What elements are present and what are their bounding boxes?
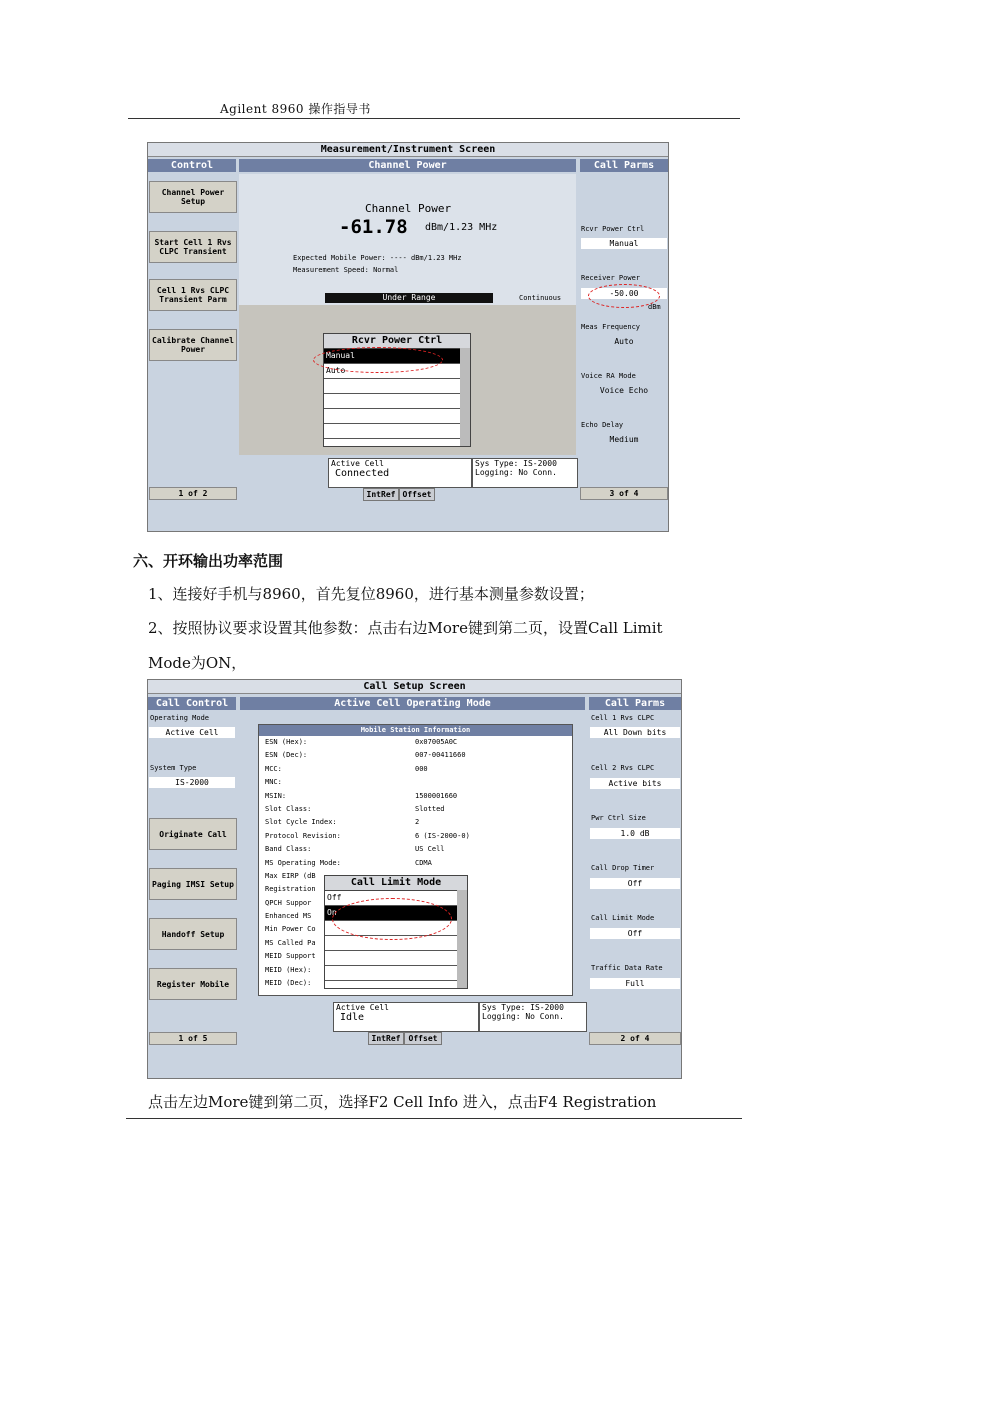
system-status [472, 458, 578, 488]
meas-unit: dBm/1.23 MHz [425, 222, 498, 233]
highlight-annotation [313, 347, 443, 373]
call-control-bar: Call Control [148, 697, 236, 710]
info-row-label: MNC: [265, 778, 282, 787]
info-row-label: MEID (Dec): [265, 979, 312, 988]
info-row-value: 007-00411660 [415, 751, 466, 760]
system-type-value[interactable]: IS-2000 [149, 777, 235, 788]
meas-label: Channel Power [365, 202, 452, 215]
param-value[interactable]: Off [590, 928, 680, 939]
popup-option-auto[interactable]: Auto [324, 364, 460, 379]
info-row-value: 0x07005A0C [415, 738, 458, 746]
page-indicator-right: 2 of 4 [589, 1032, 681, 1045]
screen-title: Measurement/Instrument Screen [148, 143, 668, 157]
operating-mode-value[interactable]: Active Cell [149, 727, 235, 738]
paragraph-2b: Mode为ON， [148, 654, 247, 672]
popup-scrollbar[interactable] [460, 348, 470, 446]
call-parms-bar: Call Parms [589, 697, 681, 710]
info-row-label: MS Called Pa [265, 938, 316, 947]
param-label: Rcvr Power Ctrl [581, 225, 645, 233]
info-row-label: Min Power Co [265, 925, 316, 934]
continuous-label: Continuous [519, 294, 562, 302]
param-label: Call Drop Timer [591, 864, 655, 872]
info-row-label: MEID (Hex): [265, 965, 312, 974]
paragraph-2a: 2、按照协议要求设置其他参数：点击右边More键到第二页，设置Call Limit [148, 619, 663, 637]
info-row [259, 843, 572, 856]
popup-option-empty [325, 951, 457, 966]
param-value[interactable]: Auto [614, 337, 634, 346]
info-row-label: MS Operating Mode: [265, 858, 341, 867]
system-status [479, 1002, 587, 1032]
status-sys-type: Sys Type: IS-2000 [475, 459, 557, 468]
info-row [259, 776, 572, 789]
active-cell-status [333, 1002, 479, 1032]
under-range-indicator: Under Range [325, 293, 493, 303]
param-label: Call Limit Mode [591, 914, 655, 922]
info-row-value: 1500001660 [415, 791, 458, 800]
status-state: Idle [340, 1012, 365, 1023]
popup-option-empty [325, 966, 457, 981]
popup-option-empty [324, 394, 460, 409]
info-row-value: Slotted [415, 804, 445, 813]
meas-speed: Measurement Speed: Normal [293, 266, 399, 274]
measurement-panel [239, 174, 576, 305]
popup-option-on[interactable]: On [325, 906, 457, 921]
param-label: Meas Frequency [581, 323, 641, 331]
popup-option-empty [324, 379, 460, 394]
highlight-annotation [588, 284, 660, 308]
info-row-label: Enhanced MS [265, 912, 312, 921]
info-row-label: MCC: [265, 764, 282, 773]
info-row [259, 749, 572, 762]
param-value[interactable]: Manual [581, 238, 667, 249]
param-label: Traffic Data Rate [591, 964, 663, 972]
system-type-label: System Type [150, 764, 197, 772]
info-row-label: Slot Cycle Index: [265, 818, 337, 827]
screen-title: Call Setup Screen [148, 680, 681, 694]
clpc-transient-parm-key[interactable]: Cell 1 Rvs CLPC Transient Parm [149, 279, 237, 311]
info-row-label: Band Class: [265, 845, 312, 854]
info-row [259, 790, 572, 803]
info-row-label: ESN (Dec): [265, 751, 308, 760]
param-value[interactable]: Medium [609, 435, 639, 444]
originate-call-key[interactable]: Originate Call [149, 818, 237, 850]
control-bar: Control [148, 159, 236, 172]
info-row-label: ESN (Hex): [265, 738, 308, 746]
param-label: Pwr Ctrl Size [591, 814, 646, 822]
param-unit: dBm [648, 303, 661, 311]
info-row [259, 803, 572, 816]
offset-softkey[interactable]: Offset [404, 1032, 442, 1045]
header-rule [128, 118, 740, 119]
info-row-value: US Cell [415, 845, 445, 854]
paragraph-3: 点击左边More键到第二页，选择F2 Cell Info 进入，点击F4 Registration [148, 1093, 657, 1111]
status-active-label: Active Cell [331, 459, 384, 468]
popup-option-manual[interactable]: Manual [324, 349, 460, 364]
popup-option-empty [324, 409, 460, 424]
footer-rule [126, 1118, 742, 1119]
status-logging: Logging: No Conn. [482, 1012, 564, 1021]
register-mobile-key[interactable]: Register Mobile [149, 968, 237, 1000]
param-value[interactable]: -50.00 [581, 288, 667, 299]
popup-option-off[interactable]: Off [325, 891, 457, 906]
instrument-screen-1 [147, 142, 669, 532]
popup-option-empty [324, 424, 460, 439]
offset-softkey[interactable]: Offset [399, 488, 435, 501]
page-indicator-left: 1 of 5 [149, 1032, 237, 1045]
param-label: Voice RA Mode [581, 372, 636, 380]
param-label: Cell 2 Rvs CLPC [591, 764, 655, 772]
info-row-label: QPCH Suppor [265, 898, 312, 907]
start-clpc-transient-key[interactable]: Start Cell 1 Rvs CLPC Transient [149, 231, 237, 263]
highlight-annotation [332, 898, 452, 940]
param-value[interactable]: All Down bits [590, 727, 680, 738]
param-label: Echo Delay [581, 421, 624, 429]
meas-value: -61.78 [339, 216, 408, 238]
operating-mode-bar: Active Cell Operating Mode [240, 697, 585, 710]
page-header: Agilent 8960 操作指导书 [220, 102, 371, 116]
param-value[interactable]: 1.0 dB [590, 828, 680, 839]
info-row-label: MEID Support [265, 952, 316, 961]
popup-title: Rcvr Power Ctrl [324, 334, 470, 349]
param-value[interactable]: Full [590, 978, 680, 989]
page-indicator-right: 3 of 4 [580, 487, 668, 500]
popup-scrollbar[interactable] [457, 890, 467, 988]
param-label: Receiver Power [581, 274, 641, 282]
param-label: Cell 1 Rvs CLPC [591, 714, 655, 722]
paging-imsi-setup-key[interactable]: Paging IMSI Setup [149, 868, 237, 900]
active-cell-status [328, 458, 472, 488]
info-row-label: Slot Class: [265, 804, 312, 813]
operating-mode-label: Operating Mode [150, 714, 210, 722]
status-sys-type: Sys Type: IS-2000 [482, 1003, 564, 1012]
expected-power: Expected Mobile Power: ---- dBm/1.23 MHz [293, 254, 462, 262]
handoff-setup-key[interactable]: Handoff Setup [149, 918, 237, 950]
info-row-value: 2 [415, 818, 420, 827]
param-value[interactable]: Voice Echo [599, 386, 649, 395]
popup-title: Call Limit Mode [325, 876, 467, 891]
info-row [259, 857, 572, 870]
info-row [259, 816, 572, 829]
info-row-label: Protocol Revision: [265, 831, 341, 840]
instrument-screen-2 [147, 679, 682, 1079]
param-value[interactable]: Off [590, 878, 680, 889]
info-row-label: MSIN: [265, 791, 287, 800]
info-title: Mobile Station Information [259, 725, 572, 736]
info-row [259, 736, 572, 749]
param-value[interactable]: Active bits [590, 778, 680, 789]
section-heading: 六、开环输出功率范围 [133, 552, 284, 570]
info-row-value: CDMA [415, 858, 432, 867]
info-row-value: 6 (IS-2000-0) [415, 831, 470, 840]
call-parms-bar: Call Parms [580, 159, 668, 172]
calibrate-channel-power-key[interactable]: Calibrate Channel Power [149, 329, 237, 361]
info-row-value: 000 [415, 764, 428, 773]
status-active-label: Active Cell [336, 1003, 389, 1012]
info-row-label: Registration [265, 885, 316, 894]
page-indicator-left: 1 of 2 [149, 487, 237, 500]
channel-power-setup-key[interactable]: Channel Power Setup [149, 181, 237, 213]
intref-softkey[interactable]: IntRef [368, 1032, 404, 1045]
info-row [259, 763, 572, 776]
paragraph-1: 1、连接好手机与8960，首先复位8960，进行基本测量参数设置； [148, 585, 594, 603]
info-row-label: Max EIRP (dB [265, 871, 316, 880]
status-state: Connected [335, 468, 390, 479]
intref-softkey[interactable]: IntRef [363, 488, 399, 501]
status-logging: Logging: No Conn. [475, 468, 557, 477]
channel-power-bar: Channel Power [239, 159, 576, 172]
info-row [259, 830, 572, 843]
